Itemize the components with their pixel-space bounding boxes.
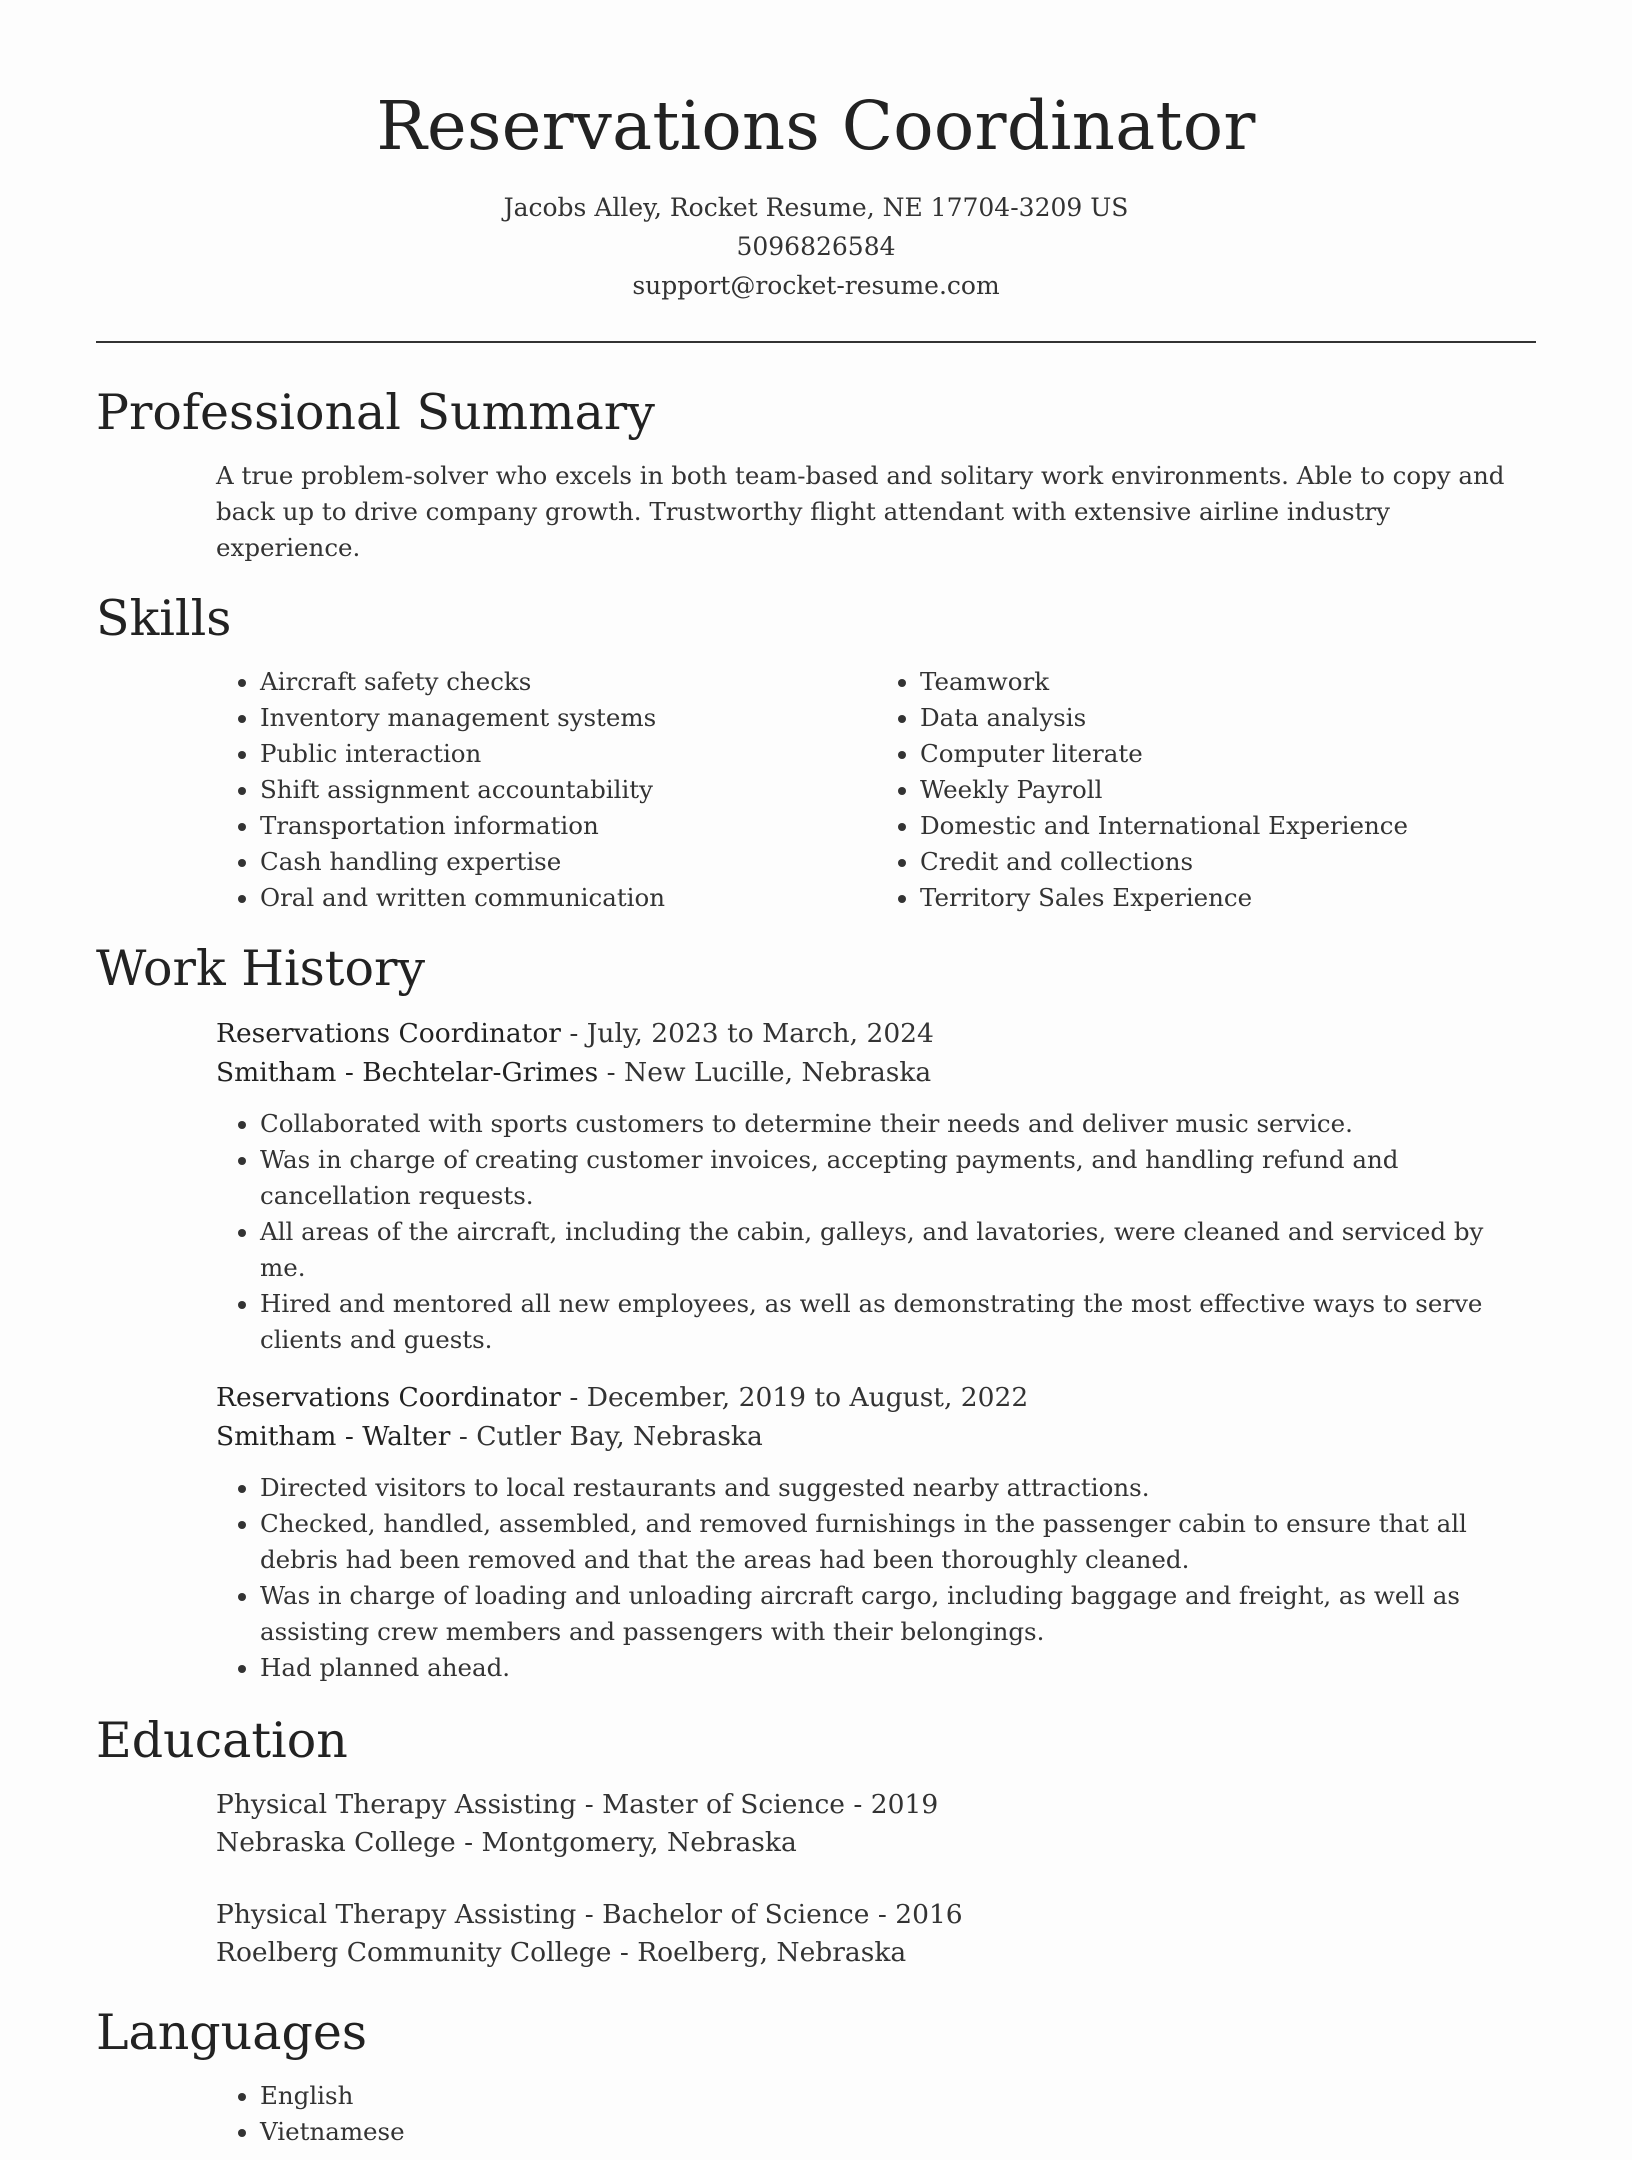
education-entry xyxy=(216,1896,1536,1972)
education-school-line xyxy=(216,1824,1536,1862)
education-degree-line xyxy=(216,1786,1536,1824)
skills-columns xyxy=(216,664,1536,916)
contact-email: support@rocket-resume.com xyxy=(632,271,1000,300)
section-title-education: Education xyxy=(96,1712,348,1769)
skill-item: • Transportation information xyxy=(260,808,876,844)
job-bullets xyxy=(96,1106,1536,1358)
job-role: Reservations Coordinator xyxy=(216,1018,561,1049)
education-location: - Montgomery, Nebraska xyxy=(455,1827,797,1858)
job-dates: - December, 2019 to August, 2022 xyxy=(560,1382,1029,1413)
languages-section xyxy=(96,1998,1536,2150)
job-company: Smitham - Walter xyxy=(216,1421,451,1452)
skill-item: • Data analysis xyxy=(920,700,1536,736)
skill-item: • Inventory management systems xyxy=(260,700,876,736)
skill-item: • Teamwork xyxy=(920,664,1536,700)
resume-content xyxy=(96,378,1536,2160)
education-school: Nebraska College xyxy=(216,1827,456,1858)
skills-list-left xyxy=(216,664,876,916)
skill-item: • Cash handling expertise xyxy=(260,844,876,880)
job-bullet: • Was in charge of creating customer invoices, accepting payments, and handling refund and cancellation requests. xyxy=(260,1142,1536,1214)
contact-info xyxy=(0,188,1632,305)
section-title-summary: Professional Summary xyxy=(96,384,655,441)
job-bullets xyxy=(96,1470,1536,1686)
education-section xyxy=(96,1706,1536,1972)
job-title-line xyxy=(216,1378,1536,1417)
job-location: - Cutler Bay, Nebraska xyxy=(450,1421,763,1452)
education-year: - 2016 xyxy=(869,1899,963,1930)
skill-item: • Domestic and International Experience xyxy=(920,808,1536,844)
job-bullet: • Checked, handled, assembled, and removed furnishings in the passenger cabin to ensure that all debris had been removed and that the areas had been thoroughly cleaned. xyxy=(260,1506,1536,1578)
skill-item: • Shift assignment accountability xyxy=(260,772,876,808)
education-degree-line xyxy=(216,1896,1536,1934)
job-role: Reservations Coordinator xyxy=(216,1382,561,1413)
skill-item: • Weekly Payroll xyxy=(920,772,1536,808)
education-program: Physical Therapy Assisting - Bachelor of Science xyxy=(216,1899,870,1930)
skill-item: • Aircraft safety checks xyxy=(260,664,876,700)
job-company-line xyxy=(216,1417,1536,1456)
education-year: - 2019 xyxy=(845,1789,939,1820)
education-entry xyxy=(216,1786,1536,1862)
job-location: - New Lucille, Nebraska xyxy=(598,1057,932,1088)
language-item: • Vietnamese xyxy=(260,2114,1536,2150)
education-school-line xyxy=(216,1934,1536,1972)
job-entry xyxy=(216,1014,1536,1358)
summary-text: A true problem-solver who excels in both team-based and solitary work environments. Able to copy and back up to drive company growth. Trustworthy flight attendant with extensive airline industry experience. xyxy=(216,461,1505,562)
skill-item: • Credit and collections xyxy=(920,844,1536,880)
job-company: Smitham - Bechtelar-Grimes xyxy=(216,1057,599,1088)
education-program: Physical Therapy Assisting - Master of Science xyxy=(216,1789,845,1820)
job-entry xyxy=(216,1378,1536,1686)
languages-list xyxy=(216,2078,1536,2150)
summary-section xyxy=(96,378,1536,566)
resume-header xyxy=(0,0,1632,305)
job-title-line xyxy=(216,1014,1536,1053)
education-location: - Roelberg, Nebraska xyxy=(611,1937,907,1968)
skills-list-right xyxy=(876,664,1536,916)
job-bullet: • Collaborated with sports customers to determine their needs and deliver music service. xyxy=(260,1106,1536,1142)
job-bullet: • Was in charge of loading and unloading aircraft cargo, including baggage and freight, as well as assisting crew members and passengers with their belongings. xyxy=(260,1578,1536,1650)
skill-item: • Oral and written communication xyxy=(260,880,876,916)
work-history-section xyxy=(96,934,1536,1686)
education-school: Roelberg Community College xyxy=(216,1937,612,1968)
skill-item: • Computer literate xyxy=(920,736,1536,772)
language-item: • English xyxy=(260,2078,1536,2114)
section-title-work-history: Work History xyxy=(96,940,426,997)
contact-address: Jacobs Alley, Rocket Resume, NE 17704-3209 US xyxy=(503,193,1129,222)
resume-name: Reservations Coordinator xyxy=(376,87,1256,165)
skill-item: • Public interaction xyxy=(260,736,876,772)
section-title-skills: Skills xyxy=(96,590,232,647)
contact-phone: 5096826584 xyxy=(736,232,896,261)
skill-item: • Territory Sales Experience xyxy=(920,880,1536,916)
job-bullet: • Directed visitors to local restaurants and suggested nearby attractions. xyxy=(260,1470,1536,1506)
job-bullet: • Had planned ahead. xyxy=(260,1650,1536,1686)
job-bullet: • All areas of the aircraft, including the cabin, galleys, and lavatories, were cleaned and serviced by me. xyxy=(260,1214,1536,1286)
header-divider xyxy=(96,341,1536,343)
section-title-languages: Languages xyxy=(96,2004,367,2061)
skills-section xyxy=(96,584,1536,916)
job-bullet: • Hired and mentored all new employees, as well as demonstrating the most effective ways to serve clients and guests. xyxy=(260,1286,1536,1358)
job-dates: - July, 2023 to March, 2024 xyxy=(560,1018,934,1049)
job-company-line xyxy=(216,1053,1536,1092)
